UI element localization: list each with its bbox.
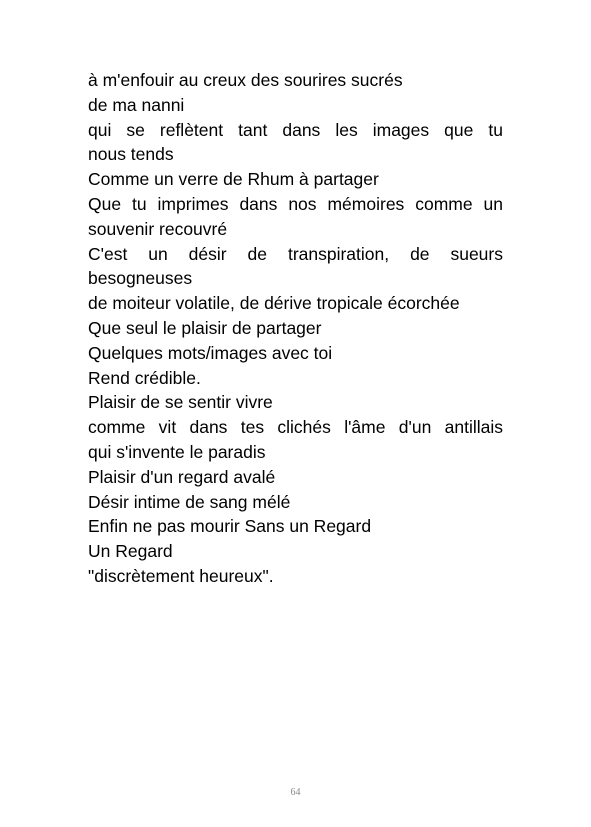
poem-line: Comme un verre de Rhum à partager [88, 169, 379, 190]
poem-line: de ma nanni [88, 94, 185, 115]
page-number: 64 [290, 787, 301, 798]
poem-line: de moiteur volatile, de dérive tropicale écorchée [88, 293, 460, 314]
poem-line: Enfin ne pas mourir Sans un Regard [88, 516, 372, 537]
poem-line: Plaisir de se sentir vivre [88, 392, 273, 413]
poem-line: Que tu imprimes dans nos mémoires comme un [88, 193, 503, 214]
poem-line: Que seul le plaisir de partager [88, 317, 322, 338]
poem-line: qui se reflètent tant dans les images que tu [88, 119, 503, 140]
poem-line: Rend crédible. [88, 367, 201, 388]
poem-text [88, 68, 503, 589]
poem-line: C'est un désir de transpiration, de sueurs [88, 243, 503, 264]
poem-line: souvenir recouvré [88, 218, 228, 239]
poem-line: Plaisir d'un regard avalé [88, 466, 276, 487]
poem-line: Un Regard [88, 541, 173, 562]
poem-line: à m'enfouir au creux des sourires sucrés [88, 70, 403, 90]
poem-line: comme vit dans tes clichés l'âme d'un antillais [88, 417, 503, 438]
poem-line: Désir intime de sang mélé [88, 491, 291, 512]
poem-line: Quelques mots/images avec toi [88, 342, 333, 363]
poem-line: nous tends [88, 144, 174, 165]
poem-line: "discrètement heureux". [88, 565, 274, 586]
poem-line: qui s'invente le paradis [88, 441, 266, 462]
poem-line: besogneuses [88, 268, 193, 289]
